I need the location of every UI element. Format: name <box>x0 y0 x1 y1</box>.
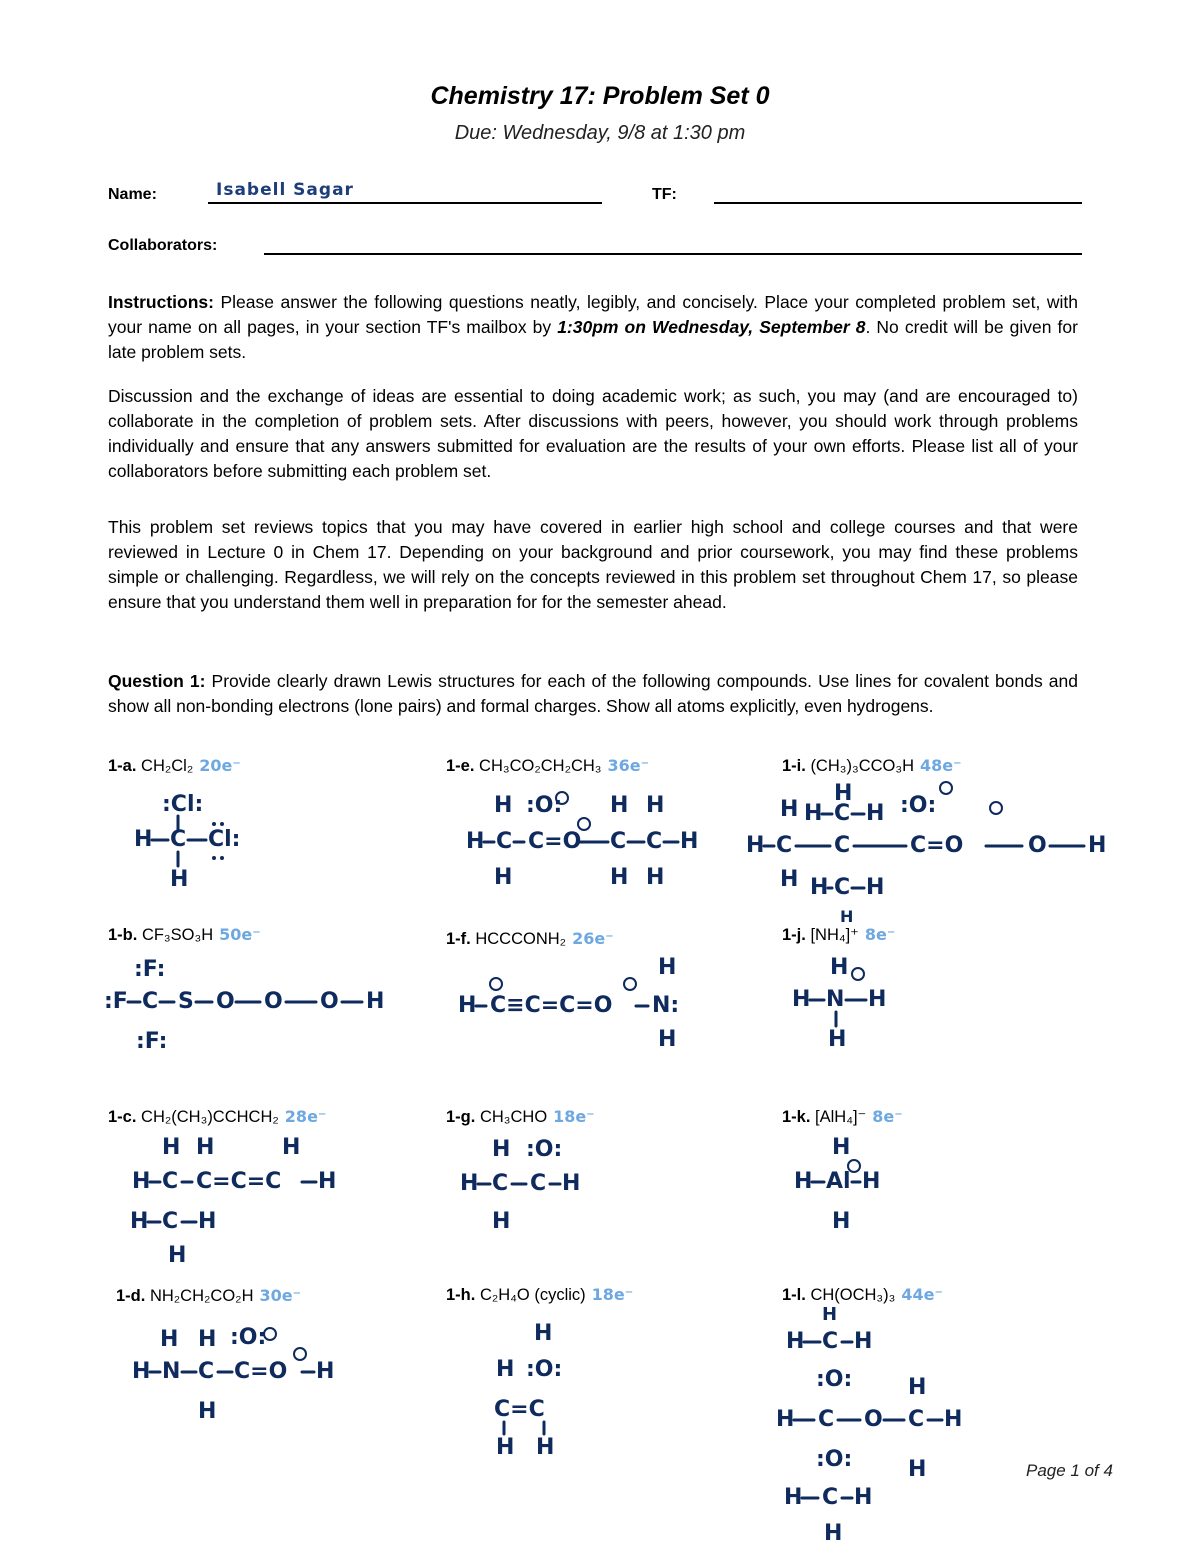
structure-1l-drawing <box>772 1304 972 1549</box>
svg-text:H: H <box>466 829 485 854</box>
svg-text:C: C <box>610 829 627 854</box>
instructions-label: Instructions: <box>108 292 214 312</box>
svg-text:C: C <box>818 1407 835 1432</box>
problem-1e-electrons: 36e⁻ <box>607 756 650 775</box>
question-1-paragraph <box>108 669 1078 719</box>
svg-text:H: H <box>786 1329 805 1354</box>
svg-text:C=O: C=O <box>528 829 582 854</box>
svg-text:C: C <box>822 1485 839 1510</box>
svg-text:H: H <box>832 1209 851 1234</box>
page-title: Chemistry 17: Problem Set 0 <box>430 82 770 110</box>
svg-text:H: H <box>132 1359 151 1384</box>
problem-1g-label: 1-g. CH₃CHO 18e⁻ <box>446 1107 595 1126</box>
tf-field[interactable] <box>714 202 1082 204</box>
svg-text:N: N <box>826 987 845 1012</box>
svg-text:H: H <box>134 827 153 852</box>
problem-1g-electrons: 18e⁻ <box>553 1107 595 1126</box>
question-1-text: Provide clearly drawn Lewis structures for each of the following compounds. Use lines for covalent bonds and show all non-bonding electrons (lone pairs) and formal charges. Show all atoms explicitly, even hydrogens. <box>108 671 1079 716</box>
problem-1h-label: 1-h. C₂H₄O (cyclic) 18e⁻ <box>446 1285 634 1304</box>
svg-text:C: C <box>198 1359 215 1384</box>
problem-1j-electrons: 8e⁻ <box>864 925 896 944</box>
svg-text:H: H <box>866 875 885 900</box>
problem-1c-label: 1-c. CH₂(CH₃)CCHCH₂ 28e⁻ <box>108 1107 327 1126</box>
structure-1c-drawing <box>126 1130 356 1270</box>
svg-text:C: C <box>496 829 513 854</box>
discussion-paragraph: Discussion and the exchange of ideas are essential to doing academic work; as such, you may (and are encouraged to) collaborate in the completion of problem sets. After discussions with peers, however, you should work through problems individually and ensure that any answers submitted for evaluation are the results of your own efforts. Please list all of your collaborators before submitting each problem set. <box>108 386 1078 481</box>
svg-text:H: H <box>780 797 799 822</box>
structure-1b-drawing <box>104 950 404 1060</box>
svg-text:C: C <box>834 875 851 900</box>
svg-text:C: C <box>822 1329 839 1354</box>
svg-text:H: H <box>834 781 853 806</box>
svg-text:H: H <box>198 1209 217 1234</box>
svg-text:C: C <box>646 829 663 854</box>
svg-text:H: H <box>496 1435 515 1460</box>
due-date: Due: Wednesday, 9/8 at 1:30 pm <box>454 122 746 144</box>
svg-text:H: H <box>646 865 665 890</box>
svg-text:H: H <box>746 833 765 858</box>
svg-text:H: H <box>780 867 799 892</box>
svg-text:H: H <box>162 1135 181 1160</box>
svg-text:H: H <box>492 1209 511 1234</box>
svg-text::Cl:: :Cl: <box>162 792 204 817</box>
structure-1i-drawing <box>740 776 1120 926</box>
svg-text:C: C <box>834 833 851 858</box>
svg-text:C: C <box>162 1209 179 1234</box>
svg-text:O: O <box>216 989 235 1014</box>
problem-1c-electrons: 28e⁻ <box>284 1107 327 1126</box>
problem-1i-electrons: 48e⁻ <box>920 756 962 775</box>
svg-text:C: C <box>530 1171 547 1196</box>
svg-text:H: H <box>460 1171 479 1196</box>
svg-text:H: H <box>792 987 811 1012</box>
structure-1k-drawing <box>790 1130 900 1240</box>
structure-1a-drawing <box>120 778 270 898</box>
structure-1e-drawing <box>460 784 710 894</box>
svg-text::O:: :O: <box>816 1447 853 1472</box>
svg-text:H: H <box>804 801 823 826</box>
svg-text::F:: :F: <box>136 1029 168 1054</box>
problem-1b-label: 1-b. CF₃SO₃H 50e⁻ <box>108 925 261 944</box>
svg-text:H: H <box>610 865 629 890</box>
problem-1e-label: 1-e. CH₃CO₂CH₂CH₃ 36e⁻ <box>446 756 650 775</box>
instructions-text-1: Please answer the following questions neatly, legibly, and concisely. Place your completed problem set, with your name on all pages, in your section TF's mailbox by <box>108 292 1078 337</box>
svg-text:H: H <box>868 987 887 1012</box>
svg-text:H: H <box>832 1135 851 1160</box>
svg-text:N: N <box>162 1359 181 1384</box>
svg-text:H: H <box>794 1169 813 1194</box>
svg-text::F:: :F: <box>134 957 166 982</box>
svg-text::O:: :O: <box>230 1325 267 1350</box>
svg-text:H: H <box>862 1169 881 1194</box>
svg-text:C: C <box>908 1407 925 1432</box>
problem-1f-electrons: 26e⁻ <box>572 929 614 948</box>
svg-text:H: H <box>132 1169 151 1194</box>
problem-1a-electrons: 20e⁻ <box>199 756 241 775</box>
svg-text:H: H <box>198 1399 217 1424</box>
problem-1i-label: 1-i. (CH₃)₃CCO₃H 48e⁻ <box>782 756 962 775</box>
svg-text:H: H <box>160 1327 179 1352</box>
problem-1k-electrons: 8e⁻ <box>872 1107 903 1126</box>
svg-text:H: H <box>458 993 477 1018</box>
problem-1d-electrons: 30e⁻ <box>259 1286 302 1305</box>
structure-1h-drawing <box>488 1316 598 1460</box>
problem-1j-label: 1-j. [NH₄]⁺ 8e⁻ <box>782 925 896 944</box>
problem-1l-label: 1-l. CH(OCH₃)₃ 44e⁻ <box>782 1285 943 1304</box>
svg-text:O: O <box>864 1407 883 1432</box>
svg-text:C: C <box>776 833 793 858</box>
svg-text:H: H <box>822 1304 838 1325</box>
svg-text:H: H <box>828 1027 847 1052</box>
question-1-label: Question 1: <box>108 671 206 691</box>
instructions-deadline: 1:30pm on Wednesday, September 8 <box>557 317 866 337</box>
svg-text:H: H <box>658 1027 677 1052</box>
structure-1d-drawing <box>130 1316 360 1426</box>
svg-text:H: H <box>562 1171 581 1196</box>
svg-text:H: H <box>198 1327 217 1352</box>
svg-text:C≡C=C=O: C≡C=C=O <box>490 993 613 1018</box>
svg-text:O: O <box>1028 833 1047 858</box>
problem-1d-label: 1-d. NH₂CH₂CO₂H 30e⁻ <box>116 1286 302 1305</box>
svg-text::O:: :O: <box>816 1367 853 1392</box>
svg-text:N:: N: <box>652 993 680 1018</box>
svg-text:H: H <box>496 1357 515 1382</box>
svg-text::O:: :O: <box>526 1357 563 1382</box>
svg-text:H: H <box>610 793 629 818</box>
svg-text:H: H <box>854 1485 873 1510</box>
problem-1b-electrons: 50e⁻ <box>219 925 261 944</box>
svg-text:C=O: C=O <box>234 1359 288 1384</box>
svg-text:H: H <box>494 793 513 818</box>
svg-text:H: H <box>494 865 513 890</box>
svg-text:H: H <box>646 793 665 818</box>
svg-text:H: H <box>168 1243 187 1268</box>
name-field[interactable] <box>208 202 602 204</box>
svg-text:H: H <box>854 1329 873 1354</box>
svg-text:H: H <box>492 1137 511 1162</box>
svg-text:C: C <box>142 989 159 1014</box>
svg-text:C=O: C=O <box>910 833 964 858</box>
svg-text:Cl:: Cl: <box>208 827 241 852</box>
svg-text::O:: :O: <box>526 1137 563 1162</box>
svg-text:H: H <box>534 1321 553 1346</box>
svg-text:H: H <box>784 1485 803 1510</box>
svg-text::O:: :O: <box>900 793 937 818</box>
svg-text:H: H <box>130 1209 149 1234</box>
svg-text:S: S <box>178 989 194 1014</box>
collaborators-field[interactable] <box>264 253 1082 255</box>
name-label: Name: <box>108 186 157 203</box>
problem-1f-label: 1-f. HCCCONH₂ 26e⁻ <box>446 929 614 948</box>
svg-text::O:: :O: <box>526 793 563 818</box>
problem-1l-electrons: 44e⁻ <box>901 1285 943 1304</box>
instructions-text-2: . No credit will be given for late problem sets. <box>108 317 1078 362</box>
svg-text:C: C <box>492 1171 509 1196</box>
svg-text:C: C <box>170 827 187 852</box>
svg-text:H: H <box>316 1359 335 1384</box>
svg-text:H: H <box>810 875 829 900</box>
svg-text:H: H <box>680 829 699 854</box>
collaborators-label: Collaborators: <box>108 237 218 254</box>
svg-text:H: H <box>366 989 385 1014</box>
svg-text:H: H <box>536 1435 555 1460</box>
svg-text:H: H <box>196 1135 215 1160</box>
svg-text:H: H <box>830 955 849 980</box>
svg-text:H: H <box>866 801 885 826</box>
structure-1f-drawing <box>452 950 702 1050</box>
svg-text:H: H <box>282 1135 301 1160</box>
svg-text:H: H <box>840 907 854 926</box>
svg-text:H: H <box>170 867 189 892</box>
svg-text:O: O <box>320 989 339 1014</box>
svg-text:Al: Al <box>826 1169 851 1194</box>
review-paragraph: This problem set reviews topics that you may have covered in earlier high school and college courses and that were reviewed in Lecture 0 in Chem 17. Depending on your background and prior coursework, you may find these problems simple or challenging. Regardless, we will rely on the concepts reviewed in this problem set throughout Chem 17, so please ensure that you understand them well in preparation for for the semester ahead. <box>108 517 1078 612</box>
name-value: Isabell Sagar <box>216 180 354 200</box>
problem-1h-electrons: 18e⁻ <box>591 1285 634 1304</box>
svg-text:H: H <box>658 955 677 980</box>
svg-text:H: H <box>944 1407 963 1432</box>
page-number: Page 1 of 4 <box>1026 1461 1113 1480</box>
svg-text:C: C <box>834 801 851 826</box>
instructions-paragraph <box>108 290 1078 365</box>
tf-label: TF: <box>652 186 677 203</box>
svg-text:H: H <box>908 1375 927 1400</box>
structure-1j-drawing <box>786 950 906 1050</box>
problem-1k-label: 1-k. [AlH₄]⁻ 8e⁻ <box>782 1107 903 1126</box>
svg-text:C=C: C=C <box>494 1397 545 1422</box>
svg-text:C=C=C: C=C=C <box>196 1169 282 1194</box>
svg-text:H: H <box>776 1407 795 1432</box>
svg-text:H: H <box>908 1457 927 1482</box>
svg-text:H: H <box>1088 833 1107 858</box>
svg-text::F: :F <box>104 989 128 1014</box>
svg-text:O: O <box>264 989 283 1014</box>
svg-text:H: H <box>318 1169 337 1194</box>
svg-text:H: H <box>824 1521 843 1546</box>
svg-text:C: C <box>162 1169 179 1194</box>
structure-1g-drawing <box>456 1130 606 1240</box>
problem-1a-label: 1-a. CH₂Cl₂ 20e⁻ <box>108 756 241 775</box>
